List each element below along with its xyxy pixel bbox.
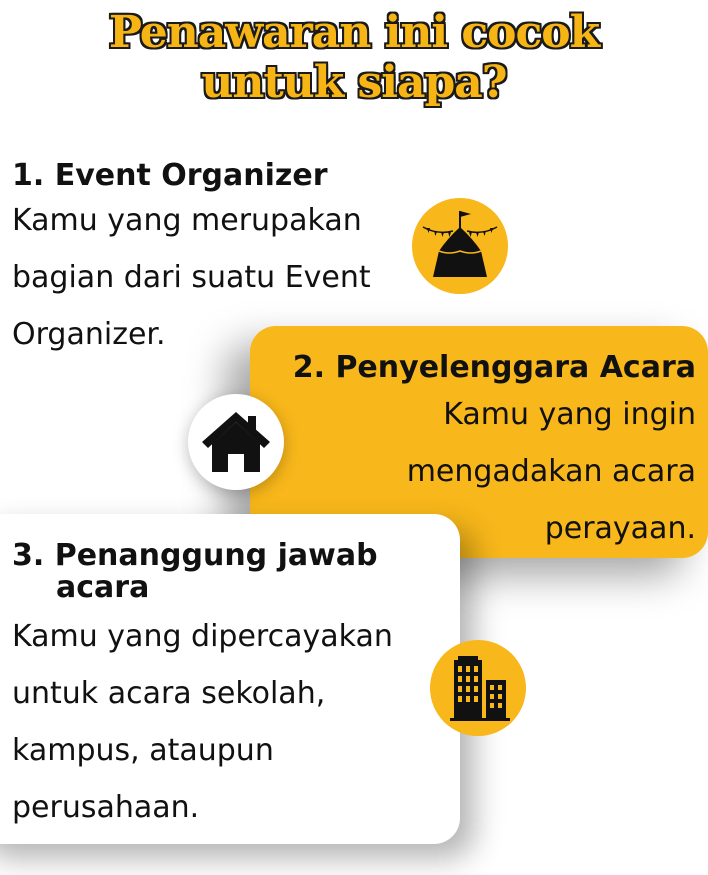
- buildings-icon: [430, 640, 526, 736]
- item-3-heading-line-1: 3. Penanggung jawab: [12, 538, 378, 573]
- house-icon: [188, 394, 284, 490]
- item-3-heading: [12, 540, 412, 604]
- item-1-body: Kamu yang merupakan bagian dari suatu Event Organizer.: [12, 203, 371, 352]
- title-line-2: untuk siapa?: [201, 57, 507, 108]
- item-2-heading: 2. Penyelenggara Acara: [292, 350, 696, 385]
- page-title: [0, 8, 708, 108]
- item-1-heading: 1. Event Organizer: [12, 158, 328, 193]
- tent-icon: [412, 198, 508, 294]
- title-line-1: Penawaran ini cocok: [108, 7, 600, 58]
- item-3-body: Kamu yang dipercayakan untuk acara sekolah, kampus, ataupun perusahaan.: [12, 619, 393, 825]
- item-3-heading-line-2: acara: [56, 570, 150, 605]
- item-2-body: Kamu yang ingin mengadakan acara perayaan.: [406, 397, 696, 546]
